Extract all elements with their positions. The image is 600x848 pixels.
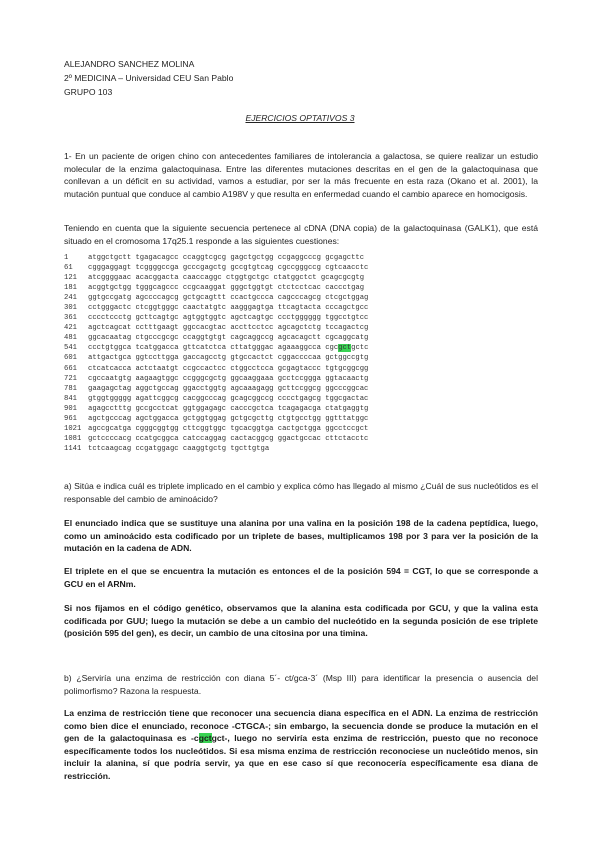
sequence-row — [64, 444, 368, 454]
sequence-position: 61 — [64, 264, 73, 273]
sequence-row — [64, 263, 368, 273]
sequence-bases: tctcaagcag ccgatggagc caaggtgctg tgcttgtga — [88, 444, 270, 453]
sequence-row — [64, 273, 368, 283]
sequence-bases: cctgggactc ctcggtgggc caactatgtc aagggagtga ttcagtacta cccagctgcc — [88, 304, 369, 313]
sequence-position: 541 — [64, 344, 77, 353]
sequence-row — [64, 323, 368, 333]
sequence-position: 961 — [64, 414, 77, 423]
sequence-bases: agagcctttg gccgcctcat ggtggagagc cacccgctca tcagagacga ctatgaggtg — [88, 404, 369, 413]
sequence-bases: cgccaatgtg aagaagtggc ccgggcgctg ggcaaggaaa gcctccggga ggtacaactg — [88, 374, 369, 383]
sequence-row — [64, 384, 368, 394]
sequence-bases: atggctgctt tgagacagcc ccaggtcgcg gagctgctgg ccgaggcccg gcgagcttc — [88, 254, 365, 262]
context-paragraph: Teniendo en cuenta que la siguiente secuencia pertenece al cDNA (DNA copia) de la galactoquinasa (GALK1), que está situado en el cromosoma 17q25.1 responde a las siguientes cuestiones: — [64, 223, 538, 246]
sequence-row — [64, 374, 368, 384]
sequence-bases: gaagagctag aggctgccag ggacctggtg agcaaagagg gcttccggcg ggcccggcac — [88, 384, 369, 393]
sequence-bases: gtggtggggg agattcggcg cacggcccag gcagcggccg cccctgagcg tggcgactac — [88, 394, 369, 403]
page-title: EJERCICIOS OPTATIVOS 3 — [245, 113, 355, 123]
sequence-position: 421 — [64, 324, 77, 333]
sequence-bases: agctcagcat cctttgaagt ggccacgtac accttcctcc agcagctctg tccagactcg — [88, 324, 369, 333]
sequence-position: 181 — [64, 284, 77, 293]
question-b: b) ¿Serviría una enzima de restricción con diana 5´- ct/gca-3´ (Msp III) para identificar la presencia o ausencia del polimorfismo? Razona la respuesta. — [64, 673, 538, 696]
cdna-sequence — [64, 253, 368, 454]
sequence-row — [64, 434, 368, 444]
sequence-position: 841 — [64, 394, 77, 403]
answer-b — [64, 707, 538, 783]
sequence-position: 901 — [64, 404, 77, 413]
answer-a-2: El triplete en el que se encuentra la mutación es entonces el de la posición 594 = CGT, lo que se corresponde a GCU en el ARNm. — [64, 566, 538, 589]
sequence-bases: ggcacaatag ctgcccgcgc ccaggtgtgt cagcaggccg agcacagctt cgcaggcatg — [88, 334, 369, 343]
sequence-position: 1081 — [64, 434, 82, 443]
answer-b-post: gct-, luego no serviría esta enzima de restricción, puesto que no reconoce específicamente todos los nucleótidos. Si esa misma enzima de restricción reconociese un nucleótido menos, sin incluir la alanina, sí que podría servir, ya que en ese caso sí que reconocería específicamente esa diana de restricción. — [64, 733, 538, 781]
sequence-row — [64, 283, 368, 293]
sequence-row — [64, 343, 368, 353]
sequence-position: 661 — [64, 364, 77, 373]
sequence-row — [64, 364, 368, 374]
sequence-bases-rest: gctc — [351, 344, 369, 353]
answer-a-3: Si nos fijamos en el código genético, observamos que la alanina esta codificada por GCU, y que la valina esta codificada por GUU; luego la mutación se debe a un cambio del nucleótido en la segunda posición de ese triplete (posición 595 del gen), es decir, un cambio de una citosina por una timina. — [64, 603, 538, 639]
sequence-row — [64, 394, 368, 404]
intro-paragraph: 1- En un paciente de origen chino con antecedentes familiares de intolerancia a galactosa, se quiere realizar un estudio molecular de la enzima galactoquinasa. Entre las diferentes mutaciones descritas en el gen de la galactoquinasa que conllevan a un déficit en su actividad, vamos a estudiar, por ser la más frecuente en esta raza (Okano et al. 2001), la mutación puntual que conduce al cambio A198V y que resulta en enfermedad cuando el cambio aparece en homocigosis. — [64, 151, 538, 199]
sequence-bases: ccctgtggca tcatggacca gttcatctca cttatgggac agaaaggcca cgc — [88, 344, 339, 353]
sequence-row — [64, 303, 368, 313]
question-a: a) Sitúa e indica cuál es triplete implicado en el cambio y explica cómo has llegado al mismo ¿Cuál de sus nucleótidos es el responsable del cambio de aminoácido? — [64, 481, 538, 504]
sequence-position: 601 — [64, 354, 77, 363]
course-line: 2º MEDICINA – Universidad CEU San Pablo — [64, 73, 234, 83]
sequence-bases: ggtgccgatg agccccagcg gctgcagttt ccactgccca cagcccagcg ctcgctggag — [88, 294, 369, 303]
mutation-triplet-highlight: gct — [338, 344, 352, 353]
sequence-position: 241 — [64, 294, 77, 303]
sequence-row — [64, 333, 368, 343]
sequence-position: 1021 — [64, 424, 82, 433]
sequence-bases: agctgcccag agctggacca gctggtggag gctgcgcttg ctgtgcctgg ggtttatggc — [88, 414, 369, 423]
sequence-row — [64, 424, 368, 434]
sequence-row — [64, 404, 368, 414]
sequence-bases: atcggggaac acacggacta caaccaggc ctggtgctgc ctatggctct gcagcgcgtg — [88, 274, 365, 283]
sequence-bases: cgggaggagt tcggggccga gcccgagctg gccgtgtcag cgccgggccg cgtcaacctc — [88, 264, 369, 273]
sequence-position: 1 — [64, 254, 69, 262]
answer-b-highlight: gct — [198, 733, 212, 744]
sequence-row — [64, 313, 368, 323]
sequence-position: 361 — [64, 314, 77, 323]
sequence-bases: ctcatcacca actctaatgt ccgccactcc ctggcctcca gcgagtaccc tgtgcggcgg — [88, 364, 369, 373]
answer-b-pre: La enzima de restricción tiene que reconocer una secuencia diana específica en el ADN. La enzima de restricción como bien dice el enunciado, reconoce -CTGCA-; sin embargo, la secuencia donde se produce la mutación en el gen de la galactoquinasa es -c — [64, 708, 538, 744]
sequence-position: 481 — [64, 334, 77, 343]
sequence-bases: cccctccctg gcttcagtgc agtggtggtc agctcagtgc ccctgggggg tggcctgtcc — [88, 314, 369, 323]
answer-a-1: El enunciado indica que se sustituye una alanina por una valina en la posición 198 de la cadena peptídica, luego, como un aminoácido esta codificado por un triplete de bases, multiplicamos 198 por 3 para ver la posición de la mutación en la cadena de ADN. — [64, 518, 538, 554]
sequence-position: 1141 — [64, 444, 82, 453]
sequence-row — [64, 353, 368, 363]
sequence-position: 301 — [64, 304, 77, 313]
sequence-position: 721 — [64, 374, 77, 383]
sequence-row — [64, 293, 368, 303]
sequence-row — [64, 414, 368, 424]
group-line: GRUPO 103 — [64, 87, 113, 97]
sequence-bases: agccgcatga cgggcggtgg cttcggtggc tgcacggtga cactgctgga ggcctccgct — [88, 424, 369, 433]
sequence-position: 121 — [64, 274, 77, 283]
sequence-bases: acggtgctgg tgggcagccc ccgcaaggat gggctggtgt ctctcctcac caccctgag — [88, 284, 365, 293]
author-name: ALEJANDRO SANCHEZ MOLINA — [64, 59, 195, 69]
sequence-bases: attgactgca ggtccttgga gaccagcctg gtgccactct cggaccccaa gctggccgtg — [88, 354, 369, 363]
sequence-row — [64, 253, 368, 263]
sequence-bases: gctccccacg ccatgcggca catccaggag cactacggcg ggactgccac cttctacctc — [88, 434, 369, 443]
sequence-position: 781 — [64, 384, 77, 393]
